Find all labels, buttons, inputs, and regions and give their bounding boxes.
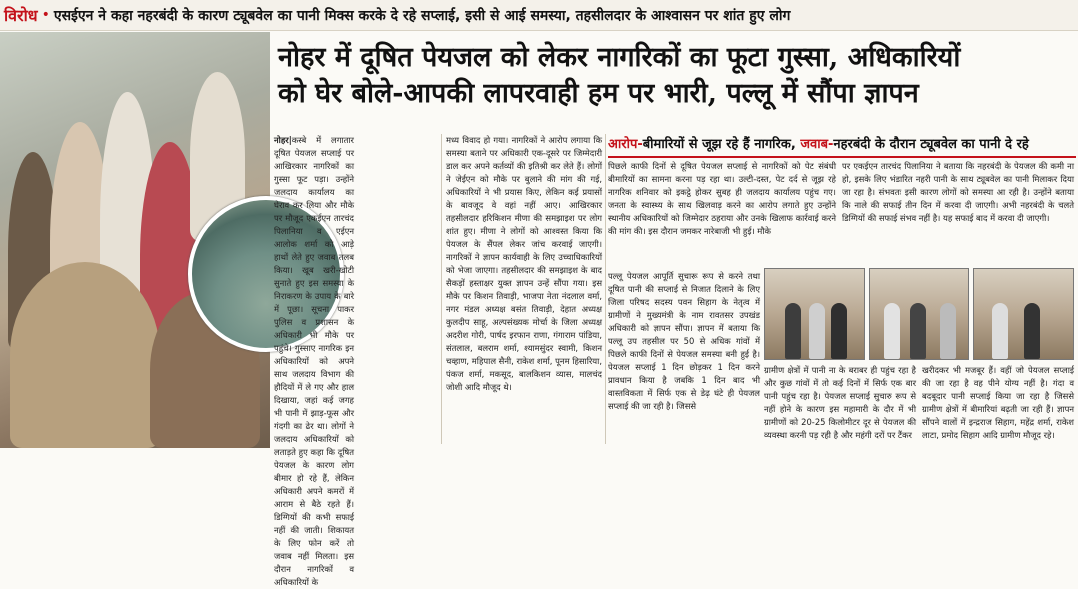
kicker-bullet-icon: • (41, 7, 50, 23)
article-column-4 (842, 160, 1074, 264)
article-column-1-text: कस्बे में लगातार दूषित पेयजल सप्लाई पर आखिरकार नागरिकों का गुस्सा फूट पड़ा। उन्होंने जलदाय कार्यालय का घेराव कर लिया और मौके पर मौजूद एकईएन तारचंद पिलानिया व एईएन आलोक शर्मा को आड़े हाथों लेते हुए जवाब तलब किया। खूब खरी-खोटी सुनाते हुए इस समस्या के निराकरण के उपाय के बारे में पूछा। सूचना पाकर पुलिस व प्रशासन के अधिकारी भी मौके पर पहुंचे। गुस्साए नागरिक इन अधिकारियों को अपने साथ जलदाय विभाग की हौदियों में ले गए और हाल दिखाया, जहां कई जगह भी पानी में झाड़-फूस और गंदगी का ढेर था। लोगों ने जलदाय अधिकारियों को लताड़ते हुए कहा कि दूषित पेयजल के कारण लोग बीमार हो रहे हैं, लेकिन अधिकारी अपने कमरों में आराम से बैठे रहते हैं। डिग्गियों की कभी सफाई नहीं की जाती। शिकायत के लिए फोन करें तो जवाब नहीं मिलता। इस दौरान नागरिकों व अधिकारियों के (274, 135, 354, 587)
article-column-3-text: पिछले काफी दिनों से दूषित पेयजल सप्लाई से नागरिकों को पेट संबंधी बीमारियों का सामना करना पड़ रहा था। उल्टी-दस्त, पेट दर्द से जूझ रहे नागरिक शनिवार को इकट्ठे होकर सुबह ही जलदाय कार्यालय पहुंच गए। जनता के स्वास्थ्य के साथ खिलवाड़ करने का आरोप लगाते हुए उन्होंने स्थानीय अधिकारियों को जिम्मेदार ठहराया और उनके खिलाफ कार्रवाई करने की मांग की। इस दौरान जमकर नारेबाजी भी हुई। मौके (608, 161, 836, 236)
subhead-allegation: बीमारियों से जूझ रहे हैं नागरिक, (642, 137, 801, 152)
memorandum-photo-1 (764, 268, 865, 360)
pallu-story-column-3-text: खरीदकर भी मजबूर हैं। वहीं जो पेयजल सप्लाई की जा रहा है वह पीने योग्य नहीं है। गंदा व बदबूदार पानी सप्लाई किया जा रहा है जिससे ग्रामीण क्षेत्रों में बीमारियां बढ़ती जा रही हैं। ज्ञापन सौंपने वालों में इन्द्रराज सिहाग, महेंद्र शर्मा, राकेश लाटा, प्रमोद सिहाग आदि ग्रामीण मौजूद रहे। (922, 365, 1074, 440)
article-column-4-text: पर एकईएन तारचंद पिलानिया ने बताया कि नहरबंदी के पेयजल की कमी ना हो, इसके लिए भंडारित नहरी पानी के साथ ट्यूबवेल का पानी मिलाकर दिया जा रहा है। संभवतः इसी कारण लोगों को समस्या आ रही है। उन्होंने बताया कि नाले की सफाई तीन दिन में करवा दी जाएगी। अभी नहरबंदी के चलते डिग्गियों की सफाई संभव नहीं है। यह सफाई बाद में करवा दी जाएगी। (842, 161, 1074, 223)
dateline: नोहर| (274, 135, 292, 145)
subhead (608, 134, 1076, 158)
memorandum-photo-3 (973, 268, 1074, 360)
article-column-1 (274, 134, 354, 587)
headline (278, 40, 1074, 112)
article-column-3 (608, 160, 836, 264)
headline-line-1: नोहर में दूषित पेयजल को लेकर नागरिकों का फूटा गुस्सा, अधिकारियों (278, 42, 961, 73)
kicker-tag: विरोध (4, 6, 38, 25)
pallu-story-column-2-text: ग्रामीण क्षेत्रों में पानी ना के बराबर ही पहुंच रहा है और कुछ गांवों में तो कई दिनों में सिर्फ एक बार पानी पहुंच रहा है। पेयजल सप्लाई सुचारु रूप से नहीं होने के कारण इस महामारी के दौर में भी ग्रामीणों को 20-25 किलोमीटर दूर से पेयजल की व्यवस्था करनी पड़ रही है और महंगी दरों पर टैंकर (764, 365, 916, 440)
headline-line-2: को घेर बोले-आपकी लापरवाही हम पर भारी, पल्लू में सौंपा ज्ञापन (278, 78, 919, 109)
column-divider (605, 134, 606, 444)
subhead-label-allegation: आरोप- (608, 137, 643, 152)
pallu-story-column-1-text: पल्लू पेयजल आपूर्ति सुचारू रूप से करने तथा दूषित पानी की सप्लाई से निजात दिलाने के लिए जिला परिषद सदस्य पवन सिहाग के नेतृत्व में ग्रामीणों ने मुख्यमंत्री के नाम रावतसर उपखंड अधिकारी को ज्ञापन सौंपा। ज्ञापन में बताया कि पल्लू उप तहसील पर 50 से अधिक गांवों में पिछले काफी दिनों से पेयजल समस्या बनी हुई है। पेयजल सप्लाई 1 दिन छोड़कर 1 दिन करने प्रावधान किया है जबकि 1 दिन बाद भी वास्तविकता में सिर्फ एक से डेढ़ घंटे ही पेयजल सप्लाई की जा रही है। जिससे (608, 271, 760, 411)
pallu-story-column-1 (608, 270, 760, 444)
memorandum-photo-2 (869, 268, 970, 360)
pallu-story-column-2 (764, 364, 916, 446)
subhead-reply: नहरबंदी के दौरान ट्यूबवेल का पानी दे रहे (833, 137, 1029, 152)
kicker-strip (0, 0, 1078, 31)
kicker-text: एसईएन ने कहा नहरबंदी के कारण ट्यूबवेल का पानी मिक्स करके दे रहे सप्लाई, इसी से आई समस्या, तहसीलदार के आश्वासन पर शांत हुए लोग (53, 7, 791, 24)
column-divider (441, 134, 442, 444)
article-column-2-text: मध्य विवाद हो गया। नागरिकों ने आरोप लगाया कि समस्या बताने पर अधिकारी एक-दूसरे पर जिम्मेदारी डाल कर अपने कर्तव्यों की इतिश्री कर लेते हैं। लोगों ने जेईएन को मौके पर बुलाने की मांग की गई, अधिकारियों ने भी प्रयास किए, लेकिन कई प्रयासों के बावजूद वे वहां नहीं आए। आखिरकार तहसीलदार हरिकिशन मीणा की समझाइश पर लोग शांत हुए। मीणा ने लोगों को आश्वस्त किया कि पेयजल के सैंपल लेकर जांच करवाई जाएगी। नागरिकों ने ज्ञापन कार्यवाही के लिए उच्चाधिकारियों को भेजा जाएगा। तहसीलदार की समझाइश के बाद सैकड़ों हस्ताक्षर युक्त ज्ञापन उन्हें सौंपा गया। इस मौके पर किशन तिवाड़ी, भाजपा नेता नंदलाल वर्मा, नगर मंडल अध्यक्ष बसंत तिवाड़ी, देहात अध्यक्ष कुलदीप साहू, अल्पसंख्यक मोर्चा के जिला अध्यक्ष अदरीश गोरी, पार्षद इरफान राणा, गंगाराम पांडिया, संतलाल, बलराम शर्मा, श्यामसुंदर स्वामी, किशन चव्हाण, महिपाल सैनी, राकेश शर्मा, पूनम हिसारिया, पंकज शर्मा, मकसूद, बालकिशन व्यास, मालचंद जोशी आदि मौजूद थे। (446, 135, 602, 392)
article-column-2 (446, 134, 602, 444)
memorandum-photos (764, 268, 1074, 360)
subhead-label-reply: जवाब- (800, 137, 834, 152)
pallu-story-column-3 (922, 364, 1074, 446)
